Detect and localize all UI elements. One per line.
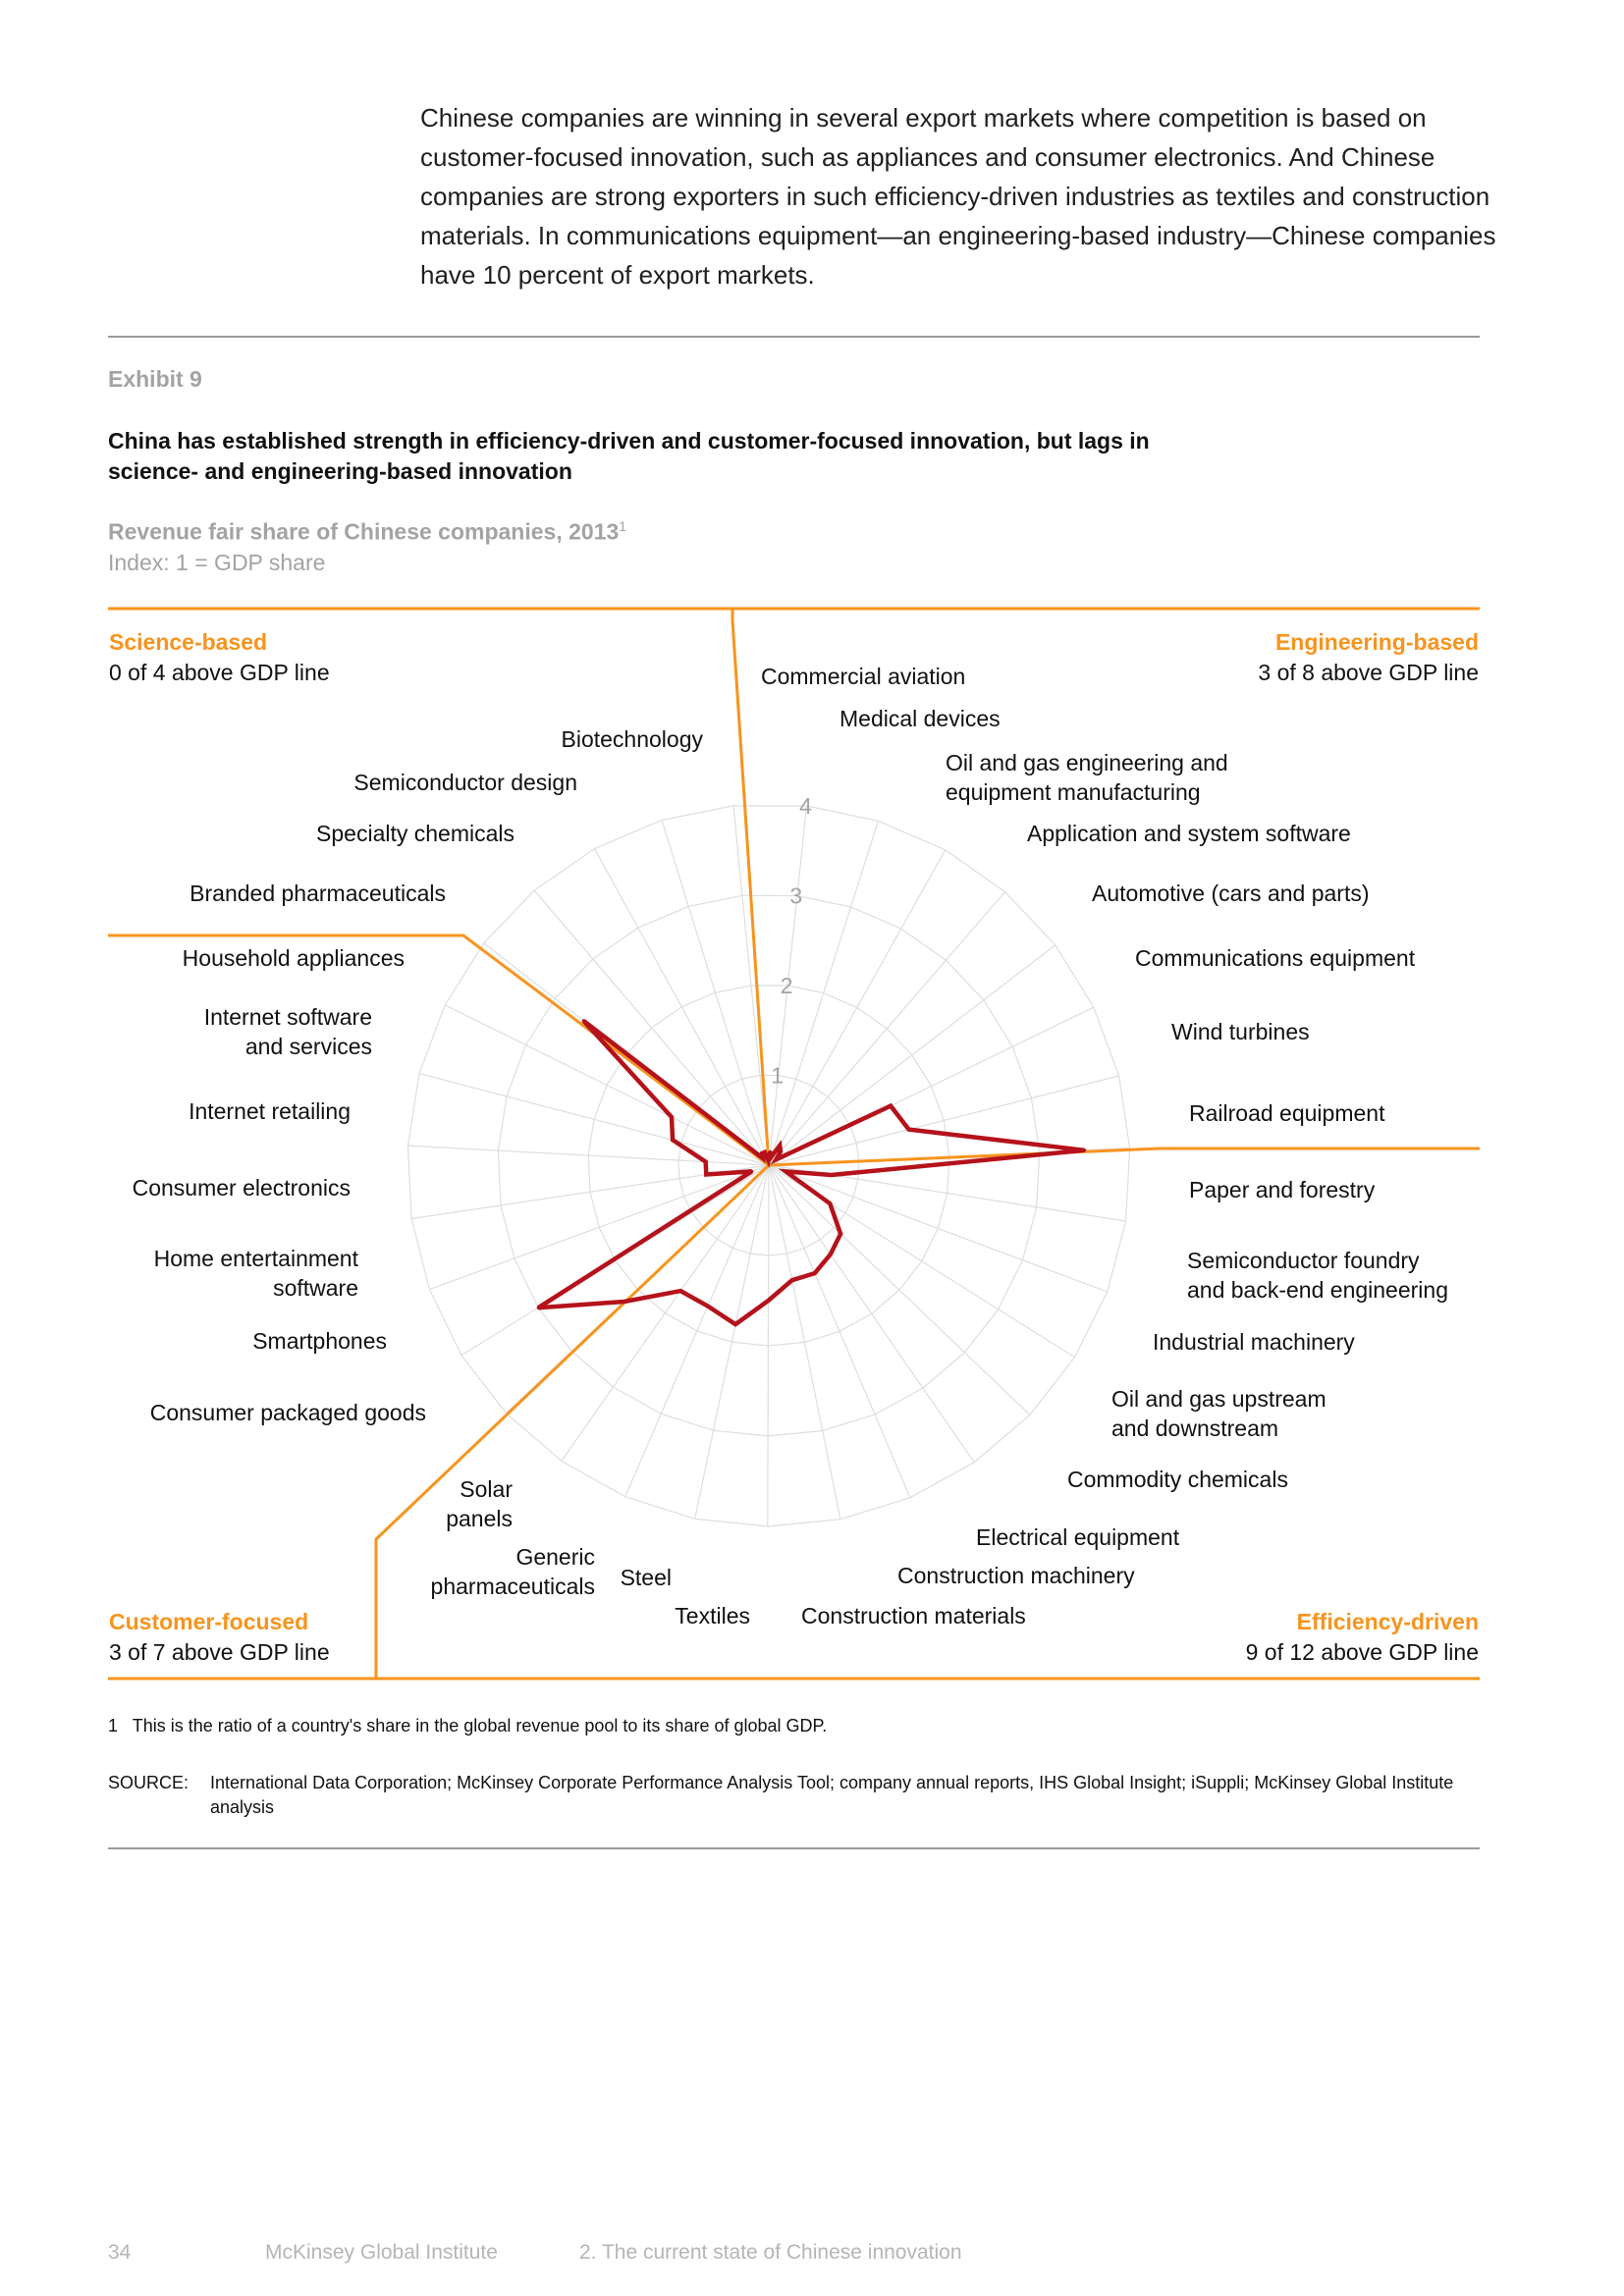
data-point-industrial-machinery [829, 1202, 832, 1205]
bottom-divider [108, 1847, 1480, 1849]
data-point-smartphones [750, 1170, 753, 1173]
boundary-right [769, 1148, 1480, 1165]
r-tick-label-2: 2 [780, 973, 793, 998]
category-label-application-and-system-software: Application and system software [1027, 821, 1351, 846]
footer-section: 2. The current state of Chinese innovation [579, 2241, 962, 2264]
data-point-solar-panels [623, 1300, 625, 1303]
data-point-railroad-equipment [1083, 1148, 1086, 1151]
source-text: International Data Corporation; McKinsey Corporate Performance Analysis Tool; company annual reports, IHS Global Insight; iSuppli; McKinsey Global Institute analysis [210, 1773, 1454, 1817]
quadrant-summary-efficiency: 9 of 12 above GDP line [1245, 1639, 1479, 1665]
chart-subtitle-footnote-mark: 1 [619, 518, 627, 534]
data-point-oil-and-gas-upstream-and-downstream [839, 1232, 842, 1235]
category-label-wind-turbines: Wind turbines [1171, 1019, 1310, 1044]
footer-publisher: McKinsey Global Institute [265, 2241, 498, 2264]
footnote [108, 1716, 827, 1736]
page-number: 34 [108, 2241, 132, 2264]
category-label-electrical-equipment: Electrical equipment [976, 1524, 1180, 1550]
category-label-textiles: Textiles [675, 1603, 750, 1629]
category-label-industrial-machinery: Industrial machinery [1153, 1329, 1355, 1355]
category-label-paper-and-forestry: Paper and forestry [1189, 1177, 1376, 1202]
category-label-home-entertainment-software: Home entertainment software [153, 1246, 358, 1301]
category-label-household-appliances: Household appliances [182, 945, 405, 971]
grid-spoke [534, 890, 769, 1165]
data-point-commodity-chemicals [829, 1253, 832, 1255]
footnote-number: 1 [108, 1716, 119, 1735]
boundary-top-right [732, 609, 1480, 620]
data-point-textiles [734, 1323, 737, 1326]
r-tick-label-3: 3 [789, 882, 803, 909]
quadrant-boundaries [108, 609, 1480, 1679]
category-label-branded-pharmaceuticals: Branded pharmaceuticals [189, 881, 446, 906]
chart-title: China has established strength in efficiency-driven and customer-focused innovation, but lags in science- and engineering-based innovation [108, 428, 1150, 484]
grid-spoke [769, 945, 1056, 1165]
data-point-application-and-system-software [779, 1150, 782, 1153]
boundary-bottom-left [376, 1165, 769, 1679]
category-label-biotechnology: Biotechnology [561, 726, 703, 752]
data-point-household-appliances [582, 1019, 585, 1022]
chart-index-note: Index: 1 = GDP share [108, 550, 326, 575]
footnote-text: This is the ratio of a country's share in the global revenue pool to its share of global GDP. [132, 1716, 828, 1735]
category-label-steel: Steel [620, 1565, 672, 1590]
quadrant-summary-customer: 3 of 7 above GDP line [109, 1639, 330, 1665]
data-point-home-entertainment-software [705, 1173, 708, 1176]
category-label-construction-materials: Construction materials [801, 1603, 1026, 1629]
data-point-branded-pharmaceuticals [761, 1156, 764, 1159]
exhibit-label: Exhibit 9 [108, 366, 202, 392]
data-point-generic-pharmaceuticals [679, 1290, 682, 1293]
grid-spoke [768, 1165, 769, 1526]
category-label-semiconductor-design: Semiconductor design [353, 770, 577, 795]
category-label-consumer-packaged-goods: Consumer packaged goods [149, 1400, 426, 1425]
category-label-construction-machinery: Construction machinery [897, 1563, 1135, 1588]
category-label-commodity-chemicals: Commodity chemicals [1067, 1467, 1288, 1492]
category-label-generic-pharmaceuticals: Generic pharmaceuticals [430, 1544, 595, 1599]
quadrant-name-efficiency: Efficiency-driven [1296, 1609, 1479, 1634]
data-point-commercial-aviation [769, 1150, 772, 1153]
category-label-consumer-electronics: Consumer electronics [132, 1175, 351, 1201]
series-line [538, 1021, 1084, 1324]
radar-tick-labels [771, 793, 812, 1089]
data-point-automotive-cars-and-parts [775, 1158, 778, 1161]
data-point-communications-equipment [890, 1104, 893, 1107]
category-label-internet-retailing: Internet retailing [189, 1098, 351, 1124]
data-point-medical-devices [770, 1155, 773, 1158]
category-label-communications-equipment: Communications equipment [1135, 945, 1416, 971]
r-tick-label-1: 1 [771, 1062, 784, 1089]
category-label-oil-and-gas-engineering-and-equipment-manufacturing: Oil and gas engineering and equipment manufacturing [946, 750, 1228, 805]
grid-spoke [662, 821, 769, 1166]
data-point-construction-machinery [790, 1279, 793, 1282]
data-point-wind-turbines [907, 1128, 910, 1131]
data-point-paper-and-forestry [830, 1173, 833, 1176]
category-label-semiconductor-foundry-and-back-end-engineering: Semiconductor foundry and back-end engineering [1187, 1248, 1448, 1303]
category-label-internet-software-and-services: Internet software and services [203, 1004, 372, 1059]
category-label-automotive-cars-and-parts: Automotive (cars and parts) [1092, 881, 1370, 906]
grid-spoke [769, 1165, 1108, 1292]
category-label-commercial-aviation: Commercial aviation [761, 664, 966, 689]
quadrant-name-engineering: Engineering-based [1274, 629, 1479, 655]
category-label-medical-devices: Medical devices [839, 706, 1001, 731]
quadrant-summary-engineering: 3 of 8 above GDP line [1258, 660, 1479, 685]
data-point-construction-materials [767, 1299, 770, 1302]
quadrant-name-science: Science-based [109, 629, 268, 655]
chart-subtitle-text: Revenue fair share of Chinese companies, 2013 [108, 518, 620, 545]
grid-spoke [625, 1165, 769, 1497]
grid-spoke [445, 1005, 769, 1165]
data-point-oil-and-gas-engineering-and-equipment-manufacturing [779, 1144, 782, 1147]
data-point-consumer-packaged-goods [537, 1307, 540, 1309]
quadrant-name-customer: Customer-focused [109, 1609, 309, 1634]
data-point-biotechnology [767, 1159, 770, 1162]
category-label-solar-panels: Solar panels [446, 1476, 513, 1531]
source-label: SOURCE: [108, 1773, 189, 1792]
data-point-internet-retailing [672, 1139, 675, 1142]
category-label-railroad-equipment: Railroad equipment [1189, 1100, 1385, 1126]
category-label-oil-and-gas-upstream-and-downstream: Oil and gas upstream and downstream [1111, 1386, 1326, 1441]
grid-spoke [769, 1165, 840, 1520]
grid-spoke [769, 892, 1005, 1165]
grid-spoke [419, 1074, 769, 1165]
grid-spoke [769, 1165, 910, 1498]
data-point-steel [706, 1305, 709, 1308]
quadrant-summary-science: 0 of 4 above GDP line [109, 660, 330, 685]
intro-text: Chinese companies are winning in several export markets where competition is based on customer-focused innovation, such as appliances and consumer electronics. And Chinese companies are strong exporters in such efficiency-driven industries as textiles and construction materials. In communications equipment—an engineering-based industry—Chinese companies have 10 percent of export markets. [420, 103, 1496, 290]
grid-spoke [769, 1165, 1030, 1415]
data-point-internet-software-and-services [670, 1115, 673, 1118]
category-label-specialty-chemicals: Specialty chemicals [316, 821, 514, 846]
data-point-semiconductor-design [763, 1150, 766, 1153]
category-label-smartphones: Smartphones [252, 1328, 387, 1354]
data-point-consumer-electronics [704, 1160, 707, 1163]
data-point-semiconductor-foundry-and-back-end-engineering [785, 1170, 787, 1173]
r-tick-label-4: 4 [799, 793, 812, 819]
data-point-electrical-equipment [813, 1272, 816, 1275]
category-labels [133, 664, 1448, 1629]
